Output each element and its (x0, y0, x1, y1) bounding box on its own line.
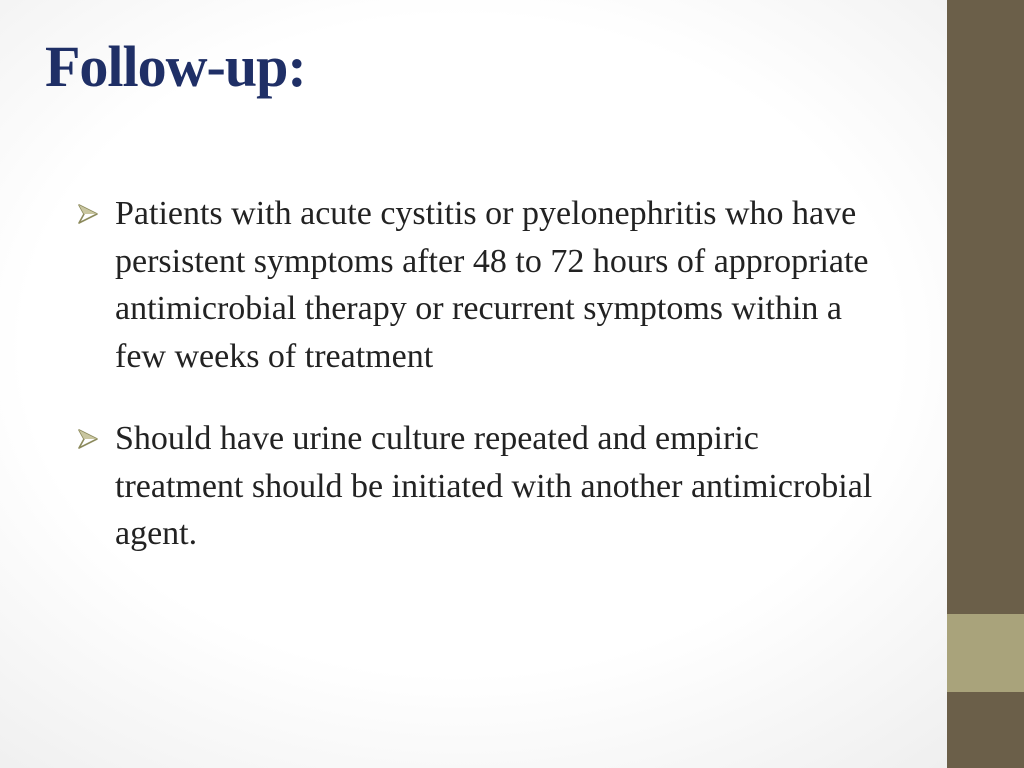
slide-title: Follow-up: (45, 34, 306, 99)
bullet-item (75, 190, 895, 380)
bullet-list (75, 190, 895, 558)
side-bar-accent-decoration (947, 614, 1024, 692)
bullet-item (75, 415, 895, 558)
arrowhead-bullet-icon (77, 203, 99, 225)
bullet-text: Should have urine culture repeated and empiric treatment should be initiated with another antimicrobial agent. (115, 420, 873, 552)
bullet-text: Patients with acute cystitis or pyelonephritis who have persistent symptoms after 48 to 72 hours of appropriate antimicrobial therapy or recurrent symptoms within a few weeks of treatment (115, 195, 869, 375)
arrowhead-bullet-icon (77, 428, 99, 450)
